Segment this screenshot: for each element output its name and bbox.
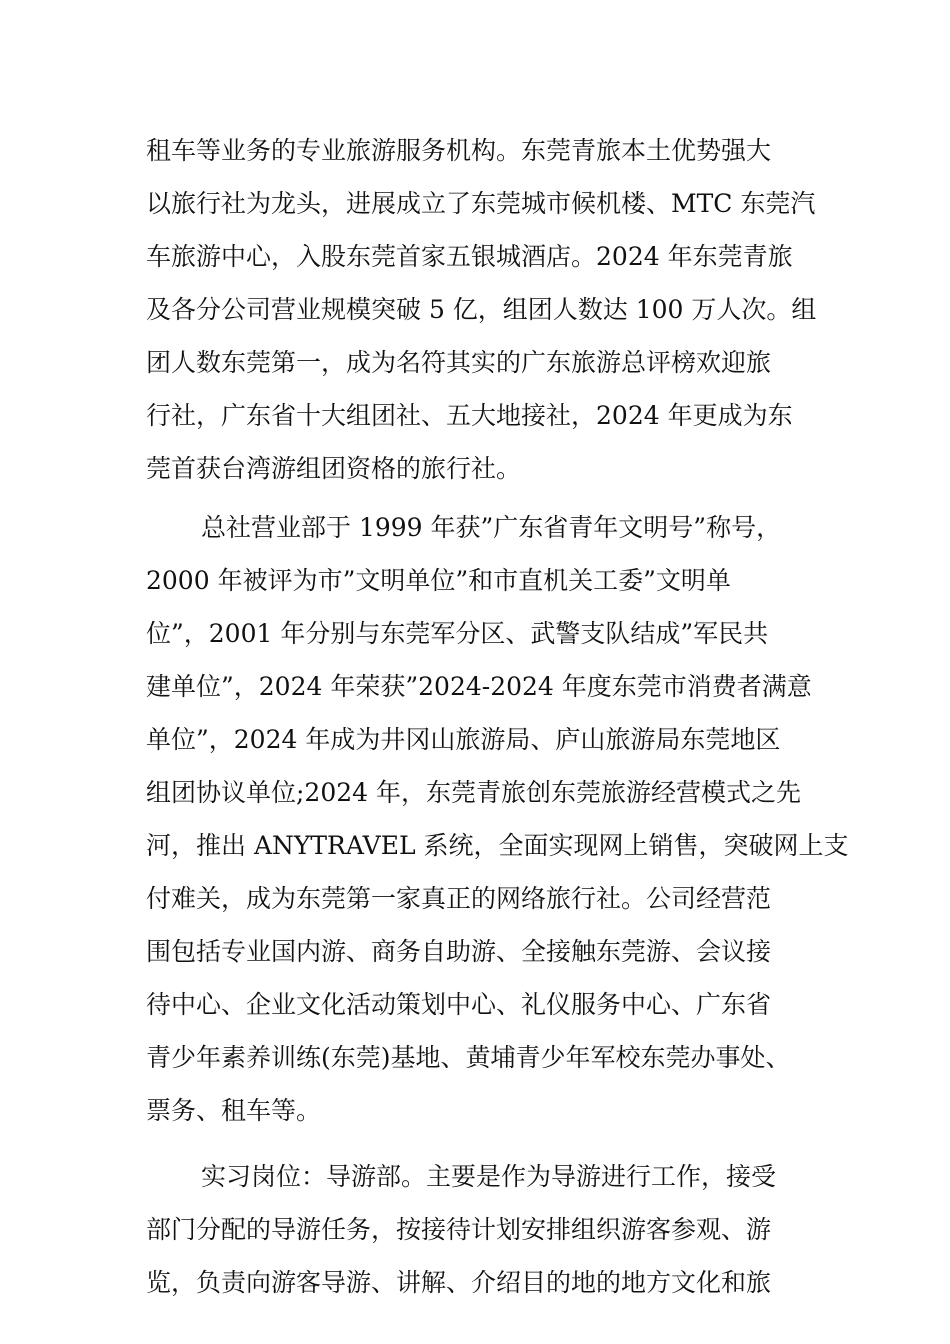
text-line: 票务、租车等。 — [146, 1096, 322, 1125]
text-line: 待中心、企业文化活动策划中心、礼仪服务中心、广东省 — [146, 990, 772, 1019]
text-line: 付难关，成为东莞第一家真正的网络旅行社。公司经营范 — [146, 884, 772, 913]
text-line: 及各分公司营业规模突破 5 亿，组团人数达 100 万人次。组 — [146, 295, 817, 324]
text-line: 河，推出 ANYTRAVEL 系统，全面实现网上销售，突破网上支 — [146, 831, 849, 860]
text-line: 览，负责向游客导游、讲解、介绍目的地的地方文化和旅 — [146, 1268, 772, 1297]
text-line: 实习岗位：导游部。主要是作为导游进行工作，接受 — [201, 1162, 777, 1191]
text-line: 位”，2001 年分别与东莞军分区、武警支队结成”军民共 — [146, 619, 769, 648]
text-line: 车旅游中心，入股东莞首家五银城酒店。2024 年东莞青旅 — [146, 242, 793, 271]
text-line: 组团协议单位;2024 年，东莞青旅创东莞旅游经营模式之先 — [146, 778, 801, 807]
paragraph-2 — [146, 501, 849, 1137]
text-line: 团人数东莞第一，成为名符其实的广东旅游总评榜欢迎旅 — [146, 348, 772, 377]
text-line: 建单位”，2024 年荣获”2024-2024 年度东莞市消费者满意 — [146, 672, 812, 701]
paragraph-3 — [146, 1150, 826, 1309]
text-line: 租车等业务的专业旅游服务机构。东莞青旅本土优势强大 — [146, 136, 772, 165]
document-body — [146, 124, 849, 1309]
text-line: 2000 年被评为市”文明单位”和市直机关工委”文明单 — [146, 566, 731, 595]
text-line: 部门分配的导游任务，按接待计划安排组织游客参观、游 — [146, 1215, 772, 1244]
text-line: 莞首获台湾游组团资格的旅行社。 — [146, 454, 522, 483]
text-line: 青少年素养训练(东莞)基地、黄埔青少年军校东莞办事处、 — [146, 1043, 791, 1072]
text-line: 行社，广东省十大组团社、五大地接社，2024 年更成为东 — [146, 401, 793, 430]
text-line: 围包括专业国内游、商务自助游、全接触东莞游、会议接 — [146, 937, 772, 966]
text-line: 单位”，2024 年成为井冈山旅游局、庐山旅游局东莞地区 — [146, 725, 781, 754]
text-line: 总社营业部于 1999 年获”广东省青年文明号”称号， — [201, 513, 782, 542]
text-line: 以旅行社为龙头，进展成立了东莞城市候机楼、MTC 东莞汽 — [146, 189, 816, 218]
paragraph-1 — [146, 124, 826, 495]
